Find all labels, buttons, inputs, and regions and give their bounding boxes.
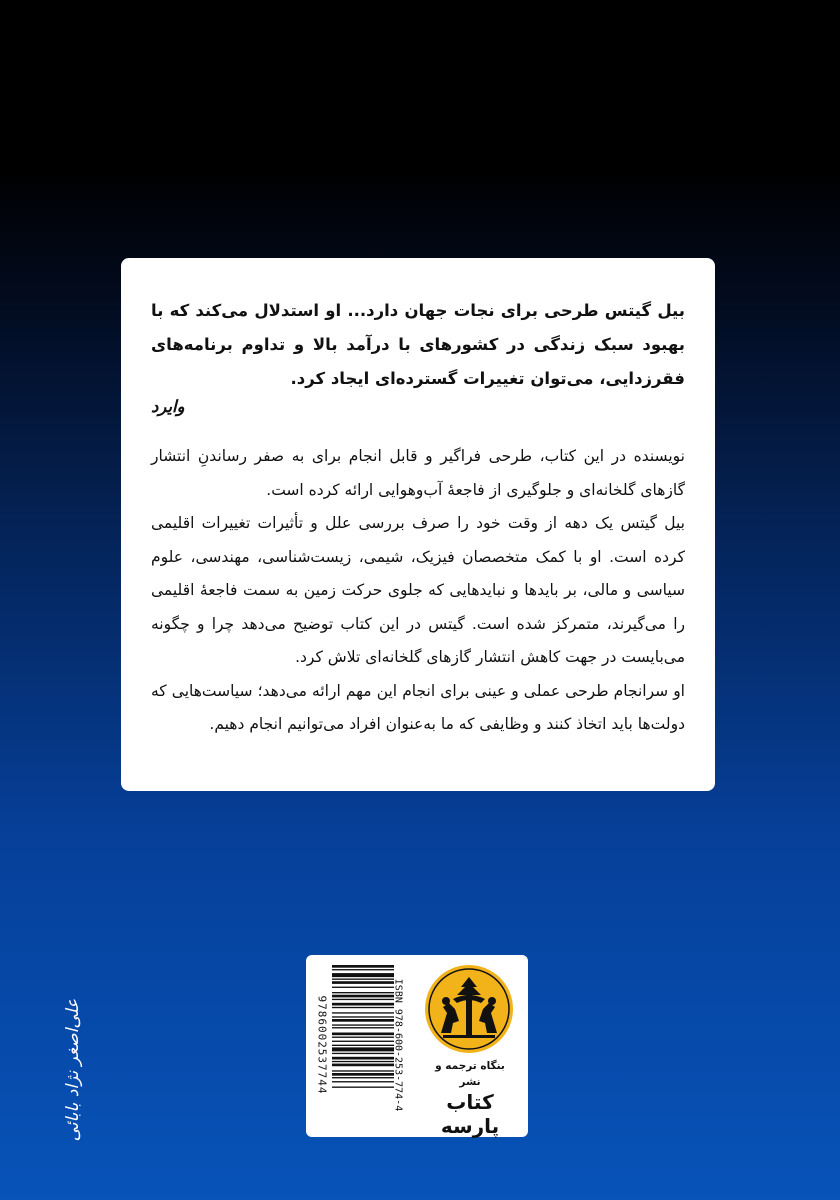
barcode-bar — [332, 1057, 394, 1060]
barcode-bar — [332, 1045, 394, 1046]
barcode-bar — [332, 1070, 394, 1071]
barcode-bar — [332, 1007, 394, 1008]
barcode-bar — [332, 1047, 394, 1051]
barcode-bar — [332, 1064, 394, 1067]
barcode-bar — [332, 1053, 394, 1054]
barcode-bar — [332, 1033, 394, 1036]
barcode-bar — [332, 973, 394, 977]
barcode-bar — [332, 965, 394, 968]
barcode-bar — [332, 1073, 394, 1076]
barcode-bar — [332, 1037, 394, 1038]
barcode-bar — [332, 969, 394, 970]
description-panel — [121, 258, 715, 791]
barcode-bar — [332, 981, 394, 984]
publisher-title: کتاب پارسه — [440, 1090, 500, 1138]
barcode-bar — [332, 1016, 394, 1017]
barcode-bar — [332, 1019, 394, 1022]
barcode-bar — [332, 1024, 394, 1025]
barcode-bar — [332, 1041, 394, 1042]
barcode-bar — [332, 992, 394, 993]
publisher-emblem-icon — [413, 963, 525, 1055]
ean-digits-text: 9786002537744 — [315, 995, 329, 1095]
description-paragraph-1: نویسنده در این کتاب، طرحی فراگیر و قابل انجام برای به صفر رساندنِ انتشار گازهای گلخانه‌ای و جلوگیری از فاجعهٔ آب‌وهوایی ارائه کرده است. — [151, 447, 685, 499]
barcode-bar — [332, 1003, 394, 1006]
barcode-bar — [332, 1061, 394, 1062]
barcode-bar — [332, 995, 394, 998]
barcode-bar — [332, 1077, 394, 1078]
review-quote: بیل گیتس طرحی برای نجات جهان دارد... او استدلال می‌کند که با بهبود سبک زندگی در کشورهای با درآمد بالا و تداوم برنامه‌های فقرزدایی، می‌توان تغییرات گسترده‌ای ایجاد کرد. — [151, 301, 685, 388]
description-paragraph-2: بیل گیتس یک دهه از وقت خود را صرف بررسی علل و تأثیرات تغییرات اقلیمی کرده است. او با کمک متخصصان فیزیک، شیمی، زیست‌شناسی، مهندسی، علوم سیاسی و مالی، بر بایدها و نبایدهایی که جلوی حرکت زمین به سمت فاجعهٔ اقلیمی را می‌گیرند، متمرکز شده است. گیتس در این کتاب توضیح می‌دهد چرا و چگونه می‌بایست در جهت کاهش انتشار گازهای گلخانه‌ای تلاش کرد. — [151, 514, 685, 666]
isbn-label-text: ISBN 978-600-253-774-4 — [392, 978, 404, 1112]
publisher-subtitle: بنگاه ترجمه و نشر — [435, 1060, 505, 1088]
publisher-name — [423, 1058, 517, 1138]
review-source: وایرد — [151, 397, 185, 416]
barcode-bar — [332, 1027, 394, 1028]
barcode-bar — [332, 987, 394, 988]
barcode-bar — [332, 979, 394, 980]
barcode-bar — [332, 999, 394, 1000]
barcode-bar — [332, 1081, 394, 1082]
description-paragraph-3: او سرانجام طرحی عملی و عینی برای انجام این مهم ارائه می‌دهد؛ سیاست‌هایی که دولت‌ها باید اتخاذ کنند و وظایفی که ما به‌عنوان افراد می‌توانیم انجام دهیم. — [151, 681, 685, 733]
translator-name-text: علی‌اصغر نژاد بابائی — [63, 998, 83, 1142]
barcode-bar — [332, 1012, 394, 1013]
barcode-bar — [332, 1087, 394, 1088]
